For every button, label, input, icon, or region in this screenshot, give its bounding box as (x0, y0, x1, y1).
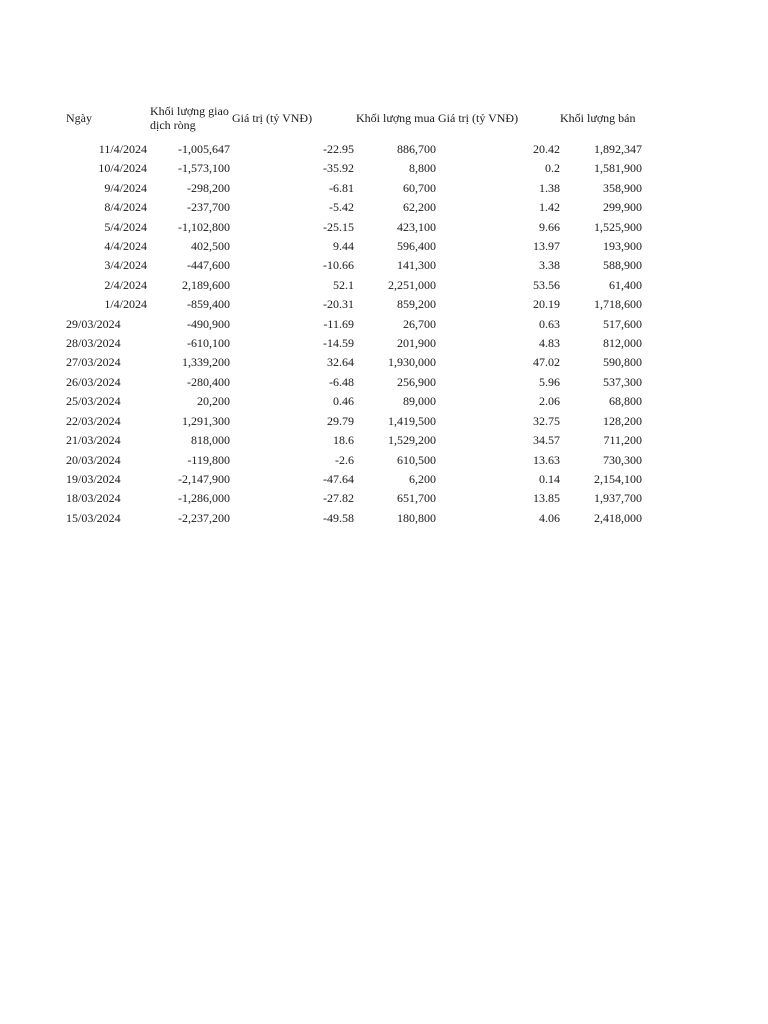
cell-date: 25/03/2024 (66, 394, 121, 409)
cell-net-volume: 402,500 (191, 239, 230, 254)
cell-buy-volume: 423,100 (397, 219, 436, 234)
cell-net-value: -10.66 (323, 258, 354, 273)
cell-buy-value: 4.83 (539, 336, 560, 351)
cell-buy-volume: 201,900 (397, 336, 436, 351)
table-row (66, 276, 642, 295)
cell-sell-volume: 2,418,000 (594, 510, 642, 525)
table-row (66, 159, 642, 178)
cell-sell-volume: 517,600 (603, 316, 642, 331)
table-row (66, 237, 642, 256)
cell-buy-value: 13.97 (533, 239, 560, 254)
table-row (66, 334, 642, 353)
table-row (66, 489, 642, 508)
cell-net-volume: -1,005,647 (178, 142, 230, 156)
cell-net-value: 0.46 (333, 394, 354, 409)
cell-sell-volume: 1,892,347 (594, 142, 642, 156)
cell-net-value: -6.48 (329, 374, 354, 389)
cell-net-value: 18.6 (333, 433, 354, 448)
cell-buy-value: 20.42 (533, 142, 560, 156)
table-header (66, 100, 642, 136)
cell-sell-volume: 358,900 (603, 180, 642, 195)
cell-date: 19/03/2024 (66, 471, 121, 486)
cell-buy-value: 5.96 (539, 374, 560, 389)
cell-net-volume: 1,339,200 (182, 355, 230, 370)
cell-buy-volume: 26,700 (403, 316, 436, 331)
cell-net-value: -27.82 (323, 491, 354, 506)
cell-net-volume: -2,237,200 (178, 510, 230, 525)
cell-buy-value: 47.02 (533, 355, 560, 370)
cell-net-value: -11.69 (323, 316, 354, 331)
cell-sell-volume: 1,525,900 (594, 219, 642, 234)
cell-net-value: -2.6 (335, 452, 354, 467)
cell-buy-value: 0.63 (539, 316, 560, 331)
table-row (66, 136, 642, 159)
header-date: Ngày (66, 111, 92, 125)
header-sell-volume: Khối lượng bán (560, 111, 636, 125)
cell-sell-volume: 1,581,900 (594, 161, 642, 176)
cell-buy-value: 0.2 (545, 161, 560, 176)
cell-buy-value: 32.75 (533, 413, 560, 428)
cell-buy-volume: 1,419,500 (388, 413, 436, 428)
table-row (66, 373, 642, 392)
cell-sell-volume: 299,900 (603, 200, 642, 215)
cell-date: 29/03/2024 (66, 316, 121, 331)
cell-date: 11/4/2024 (98, 142, 147, 156)
cell-buy-value: 1.38 (539, 180, 560, 195)
cell-sell-volume: 128,200 (603, 413, 642, 428)
cell-date: 27/03/2024 (66, 355, 121, 370)
cell-sell-volume: 193,900 (603, 239, 642, 254)
cell-buy-volume: 60,700 (403, 180, 436, 195)
cell-sell-volume: 590,800 (603, 355, 642, 370)
cell-date: 15/03/2024 (66, 510, 121, 525)
cell-net-value: -35.92 (323, 161, 354, 176)
cell-date: 4/4/2024 (104, 239, 147, 254)
table-row (66, 353, 642, 372)
cell-sell-volume: 711,200 (603, 433, 642, 448)
table-row (66, 470, 642, 489)
cell-buy-volume: 180,800 (397, 510, 436, 525)
header-net-value: Giá trị (tỷ VNĐ) (232, 111, 313, 125)
cell-buy-volume: 1,930,000 (388, 355, 436, 370)
cell-buy-volume: 651,700 (397, 491, 436, 506)
cell-net-volume: 818,000 (191, 433, 230, 448)
cell-net-volume: -280,400 (187, 374, 230, 389)
cell-buy-value: 9.66 (539, 219, 560, 234)
cell-net-value: -5.42 (329, 200, 354, 215)
cell-buy-volume: 2,251,000 (388, 277, 436, 292)
cell-net-value: -25.15 (323, 219, 354, 234)
cell-net-value: -6.81 (329, 180, 354, 195)
cell-buy-value: 3.38 (539, 258, 560, 273)
cell-sell-volume: 61,400 (609, 277, 642, 292)
cell-net-volume: -1,286,000 (178, 491, 230, 506)
cell-buy-volume: 141,300 (397, 258, 436, 273)
table-row (66, 509, 642, 528)
cell-net-value: -14.59 (323, 336, 354, 351)
cell-buy-volume: 596,400 (397, 239, 436, 254)
cell-date: 10/4/2024 (98, 161, 147, 176)
cell-date: 5/4/2024 (104, 219, 147, 234)
cell-sell-volume: 730,300 (603, 452, 642, 467)
cell-buy-volume: 89,000 (403, 394, 436, 409)
cell-date: 2/4/2024 (104, 277, 147, 292)
cell-buy-value: 13.63 (533, 452, 560, 467)
cell-date: 9/4/2024 (104, 180, 147, 195)
cell-date: 21/03/2024 (66, 433, 121, 448)
cell-net-volume: 2,189,600 (182, 277, 230, 292)
table-row (66, 392, 642, 411)
cell-buy-value: 20.19 (533, 297, 560, 312)
table-row (66, 218, 642, 237)
cell-date: 26/03/2024 (66, 374, 121, 389)
cell-net-volume: -119,800 (187, 452, 230, 467)
table-row (66, 295, 642, 314)
cell-buy-value: 53.56 (533, 277, 560, 292)
cell-date: 8/4/2024 (104, 200, 147, 215)
cell-buy-value: 13.85 (533, 491, 560, 506)
cell-net-volume: -610,100 (187, 336, 230, 351)
cell-sell-volume: 812,000 (603, 336, 642, 351)
table-row (66, 315, 642, 334)
cell-buy-volume: 256,900 (397, 374, 436, 389)
cell-net-value: 29.79 (327, 413, 354, 428)
cell-buy-value: 0.14 (539, 471, 560, 486)
cell-net-volume: -237,700 (187, 200, 230, 215)
table-body (66, 136, 642, 528)
cell-net-volume: -859,400 (187, 297, 230, 312)
cell-net-volume: -1,102,800 (178, 219, 230, 234)
cell-date: 28/03/2024 (66, 336, 121, 351)
cell-net-volume: -1,573,100 (178, 161, 230, 176)
cell-net-volume: -490,900 (187, 316, 230, 331)
cell-sell-volume: 537,300 (603, 374, 642, 389)
cell-net-volume: 1,291,300 (182, 413, 230, 428)
cell-net-value: -22.95 (323, 142, 354, 156)
cell-sell-volume: 2,154,100 (594, 471, 642, 486)
cell-buy-value: 34.57 (533, 433, 560, 448)
cell-net-volume: -298,200 (187, 180, 230, 195)
cell-net-value: 9.44 (333, 239, 354, 254)
table-row (66, 451, 642, 470)
table-row (66, 431, 642, 450)
cell-net-volume: -447,600 (187, 258, 230, 273)
header-buy-volume: Khối lượng mua (356, 111, 435, 125)
cell-net-value: -49.58 (323, 510, 354, 525)
cell-buy-volume: 62,200 (403, 200, 436, 215)
cell-date: 18/03/2024 (66, 491, 121, 506)
cell-net-value: 52.1 (333, 277, 354, 292)
cell-net-volume: -2,147,900 (178, 471, 230, 486)
table-row (66, 256, 642, 275)
cell-buy-volume: 886,700 (397, 142, 436, 156)
cell-net-value: -20.31 (323, 297, 354, 312)
foreign-trading-table (66, 100, 642, 528)
header-buy-value: Giá trị (tỷ VNĐ) (438, 111, 519, 125)
cell-date: 20/03/2024 (66, 452, 121, 467)
cell-buy-volume: 1,529,200 (388, 433, 436, 448)
cell-sell-volume: 1,718,600 (594, 297, 642, 312)
table-row (66, 412, 642, 431)
cell-net-volume: 20,200 (197, 394, 230, 409)
table-row (66, 179, 642, 198)
header-row (66, 100, 642, 136)
cell-date: 22/03/2024 (66, 413, 121, 428)
cell-sell-volume: 1,937,700 (594, 491, 642, 506)
cell-buy-value: 1.42 (539, 200, 560, 215)
cell-buy-volume: 6,200 (409, 471, 436, 486)
cell-date: 3/4/2024 (104, 258, 147, 273)
cell-buy-volume: 859,200 (397, 297, 436, 312)
cell-buy-volume: 610,500 (397, 452, 436, 467)
cell-sell-volume: 68,800 (609, 394, 642, 409)
cell-buy-value: 4.06 (539, 510, 560, 525)
table-row (66, 198, 642, 217)
cell-sell-volume: 588,900 (603, 258, 642, 273)
header-net-volume: Khối lượng giao dịch ròng (150, 104, 229, 132)
cell-date: 1/4/2024 (104, 297, 147, 312)
cell-net-value: 32.64 (327, 355, 354, 370)
cell-buy-value: 2.06 (539, 394, 560, 409)
cell-net-value: -47.64 (323, 471, 354, 486)
cell-buy-volume: 8,800 (409, 161, 436, 176)
